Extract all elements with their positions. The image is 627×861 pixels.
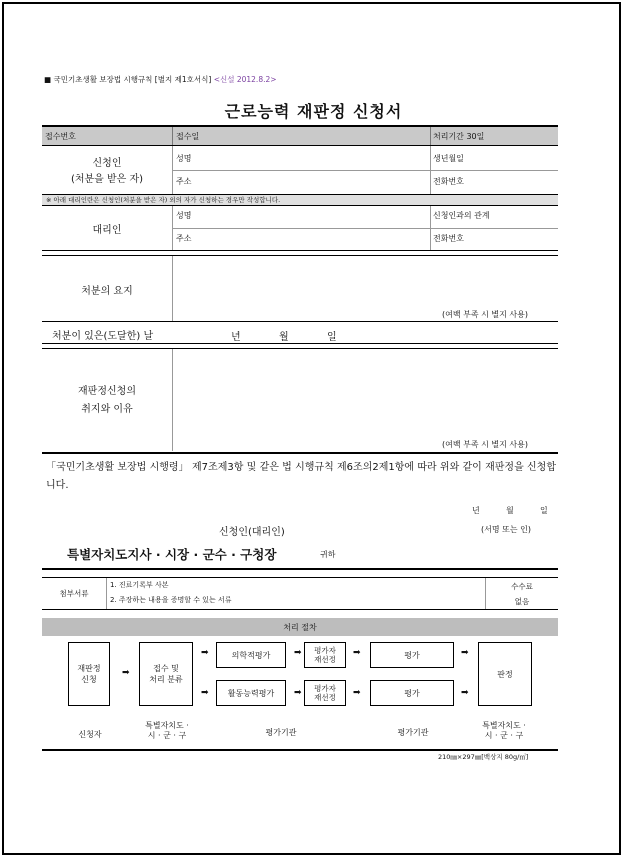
proxy-label: 대리인 <box>92 225 122 236</box>
sign-day: 일 <box>540 506 548 515</box>
proxy-phone-label: 전화번호 <box>433 234 464 243</box>
arrow-right-icon: ➡ <box>353 648 361 658</box>
attachment-item: 2. 주장하는 내용을 증명할 수 있는 서류 <box>110 596 232 604</box>
page-title: 근로능력 재판정 신청서 <box>224 102 403 121</box>
disposition-year: 년 <box>231 332 241 343</box>
proxy-relation-label: 신청인과의 관계 <box>433 211 490 220</box>
attachment-item: 1. 진료기록부 사본 <box>110 581 169 589</box>
applicant-address-label: 주소 <box>176 177 192 186</box>
attachments-label: 첨부서류 <box>59 589 89 598</box>
applicant-phone-label: 전화번호 <box>433 177 464 186</box>
reception-date-label: 접수일 <box>176 132 200 141</box>
reception-number-label: 접수번호 <box>45 132 76 141</box>
sign-year: 년 <box>472 506 480 515</box>
revision-note: <신설 2012.8.2> <box>213 75 277 84</box>
arrow-right-icon: ➡ <box>353 688 361 698</box>
arrow-right-icon: ➡ <box>461 648 469 658</box>
signer-label: 신청인(대리인) <box>219 527 285 538</box>
fee-value: 없음 <box>514 597 530 606</box>
disposition-extra-note: (여백 부족 시 별지 사용) <box>442 310 528 319</box>
proxy-address-label: 주소 <box>176 234 192 243</box>
applicant-birth-label: 생년월일 <box>433 154 464 163</box>
disposition-month: 월 <box>279 332 289 343</box>
lane-label: 평가기관 <box>397 728 429 737</box>
applicant-label: 신청인 (처분을 받은 자) <box>70 158 144 185</box>
processing-period-label: 처리기간 30일 <box>433 132 485 141</box>
reason-extra-note: (여백 부족 시 별지 사용) <box>442 440 528 449</box>
arrow-right-icon: ➡ <box>201 688 209 698</box>
form-reference <box>44 74 277 85</box>
disposition-date-label: 처분이 있은(도달한) 날 <box>52 331 154 342</box>
proxy-name-label: 성명 <box>176 211 192 220</box>
addressee: 특별자치도지사 · 시장 · 군수 · 구청장 <box>67 547 277 562</box>
lane-label: 평가기관 <box>265 728 297 737</box>
flow-medical-box: 의학적평가 <box>216 642 286 668</box>
lane-label: 신청자 <box>78 730 102 739</box>
application-statement: 「국민기초생활 보장법 시행령」 제7조제3항 및 같은 법 시행규칙 제6조의2제1항에 따라 위와 같이 재판정을 신청합니다. <box>46 462 556 491</box>
flow-apply-box: 재판정 신청 <box>68 642 110 706</box>
flow-receive-box: 접수 및 처리 분류 <box>139 642 193 706</box>
sign-month: 월 <box>506 506 514 515</box>
applicant-name-label: 성명 <box>176 154 192 163</box>
disposition-summary-label: 처분의 요지 <box>81 286 133 297</box>
paper-spec: 210㎜×297㎜[백상지 80g/㎡] <box>438 753 529 761</box>
arrow-right-icon: ➡ <box>294 688 302 698</box>
flow-reselect-box: 평가자 재선정 <box>304 680 346 706</box>
lane-label: 특별자치도 · 시 · 군 · 구 <box>482 721 526 740</box>
procedure-title: 처리 절차 <box>283 623 317 632</box>
arrow-right-icon: ➡ <box>201 648 209 658</box>
arrow-right-icon: ➡ <box>294 648 302 658</box>
addressee-suffix: 귀하 <box>320 550 336 559</box>
disposition-day: 일 <box>327 332 337 343</box>
proxy-note: ※ 아래 대리인란은 신청인(처분을 받은 자) 외의 자가 신청하는 경우만 작성합니다. <box>46 196 281 204</box>
flow-activity-box: 활동능력평가 <box>216 680 286 706</box>
flow-decision-box: 판정 <box>478 642 532 706</box>
reason-label: 재판정신청의 취지와 이유 <box>78 386 136 415</box>
form-law-reference: ■ 국민기초생활 보장법 시행규칙 [별지 제1호서식] <box>44 75 212 84</box>
arrow-right-icon: ➡ <box>122 668 130 678</box>
signature-field: (서명 또는 인) <box>481 525 531 534</box>
flow-reselect-box: 평가자 재선정 <box>304 642 346 668</box>
flow-eval-box: 평가 <box>370 680 454 706</box>
flow-eval-box: 평가 <box>370 642 454 668</box>
arrow-right-icon: ➡ <box>461 688 469 698</box>
lane-label: 특별자치도 · 시 · 군 · 구 <box>145 721 189 740</box>
fee-label: 수수료 <box>511 582 533 591</box>
